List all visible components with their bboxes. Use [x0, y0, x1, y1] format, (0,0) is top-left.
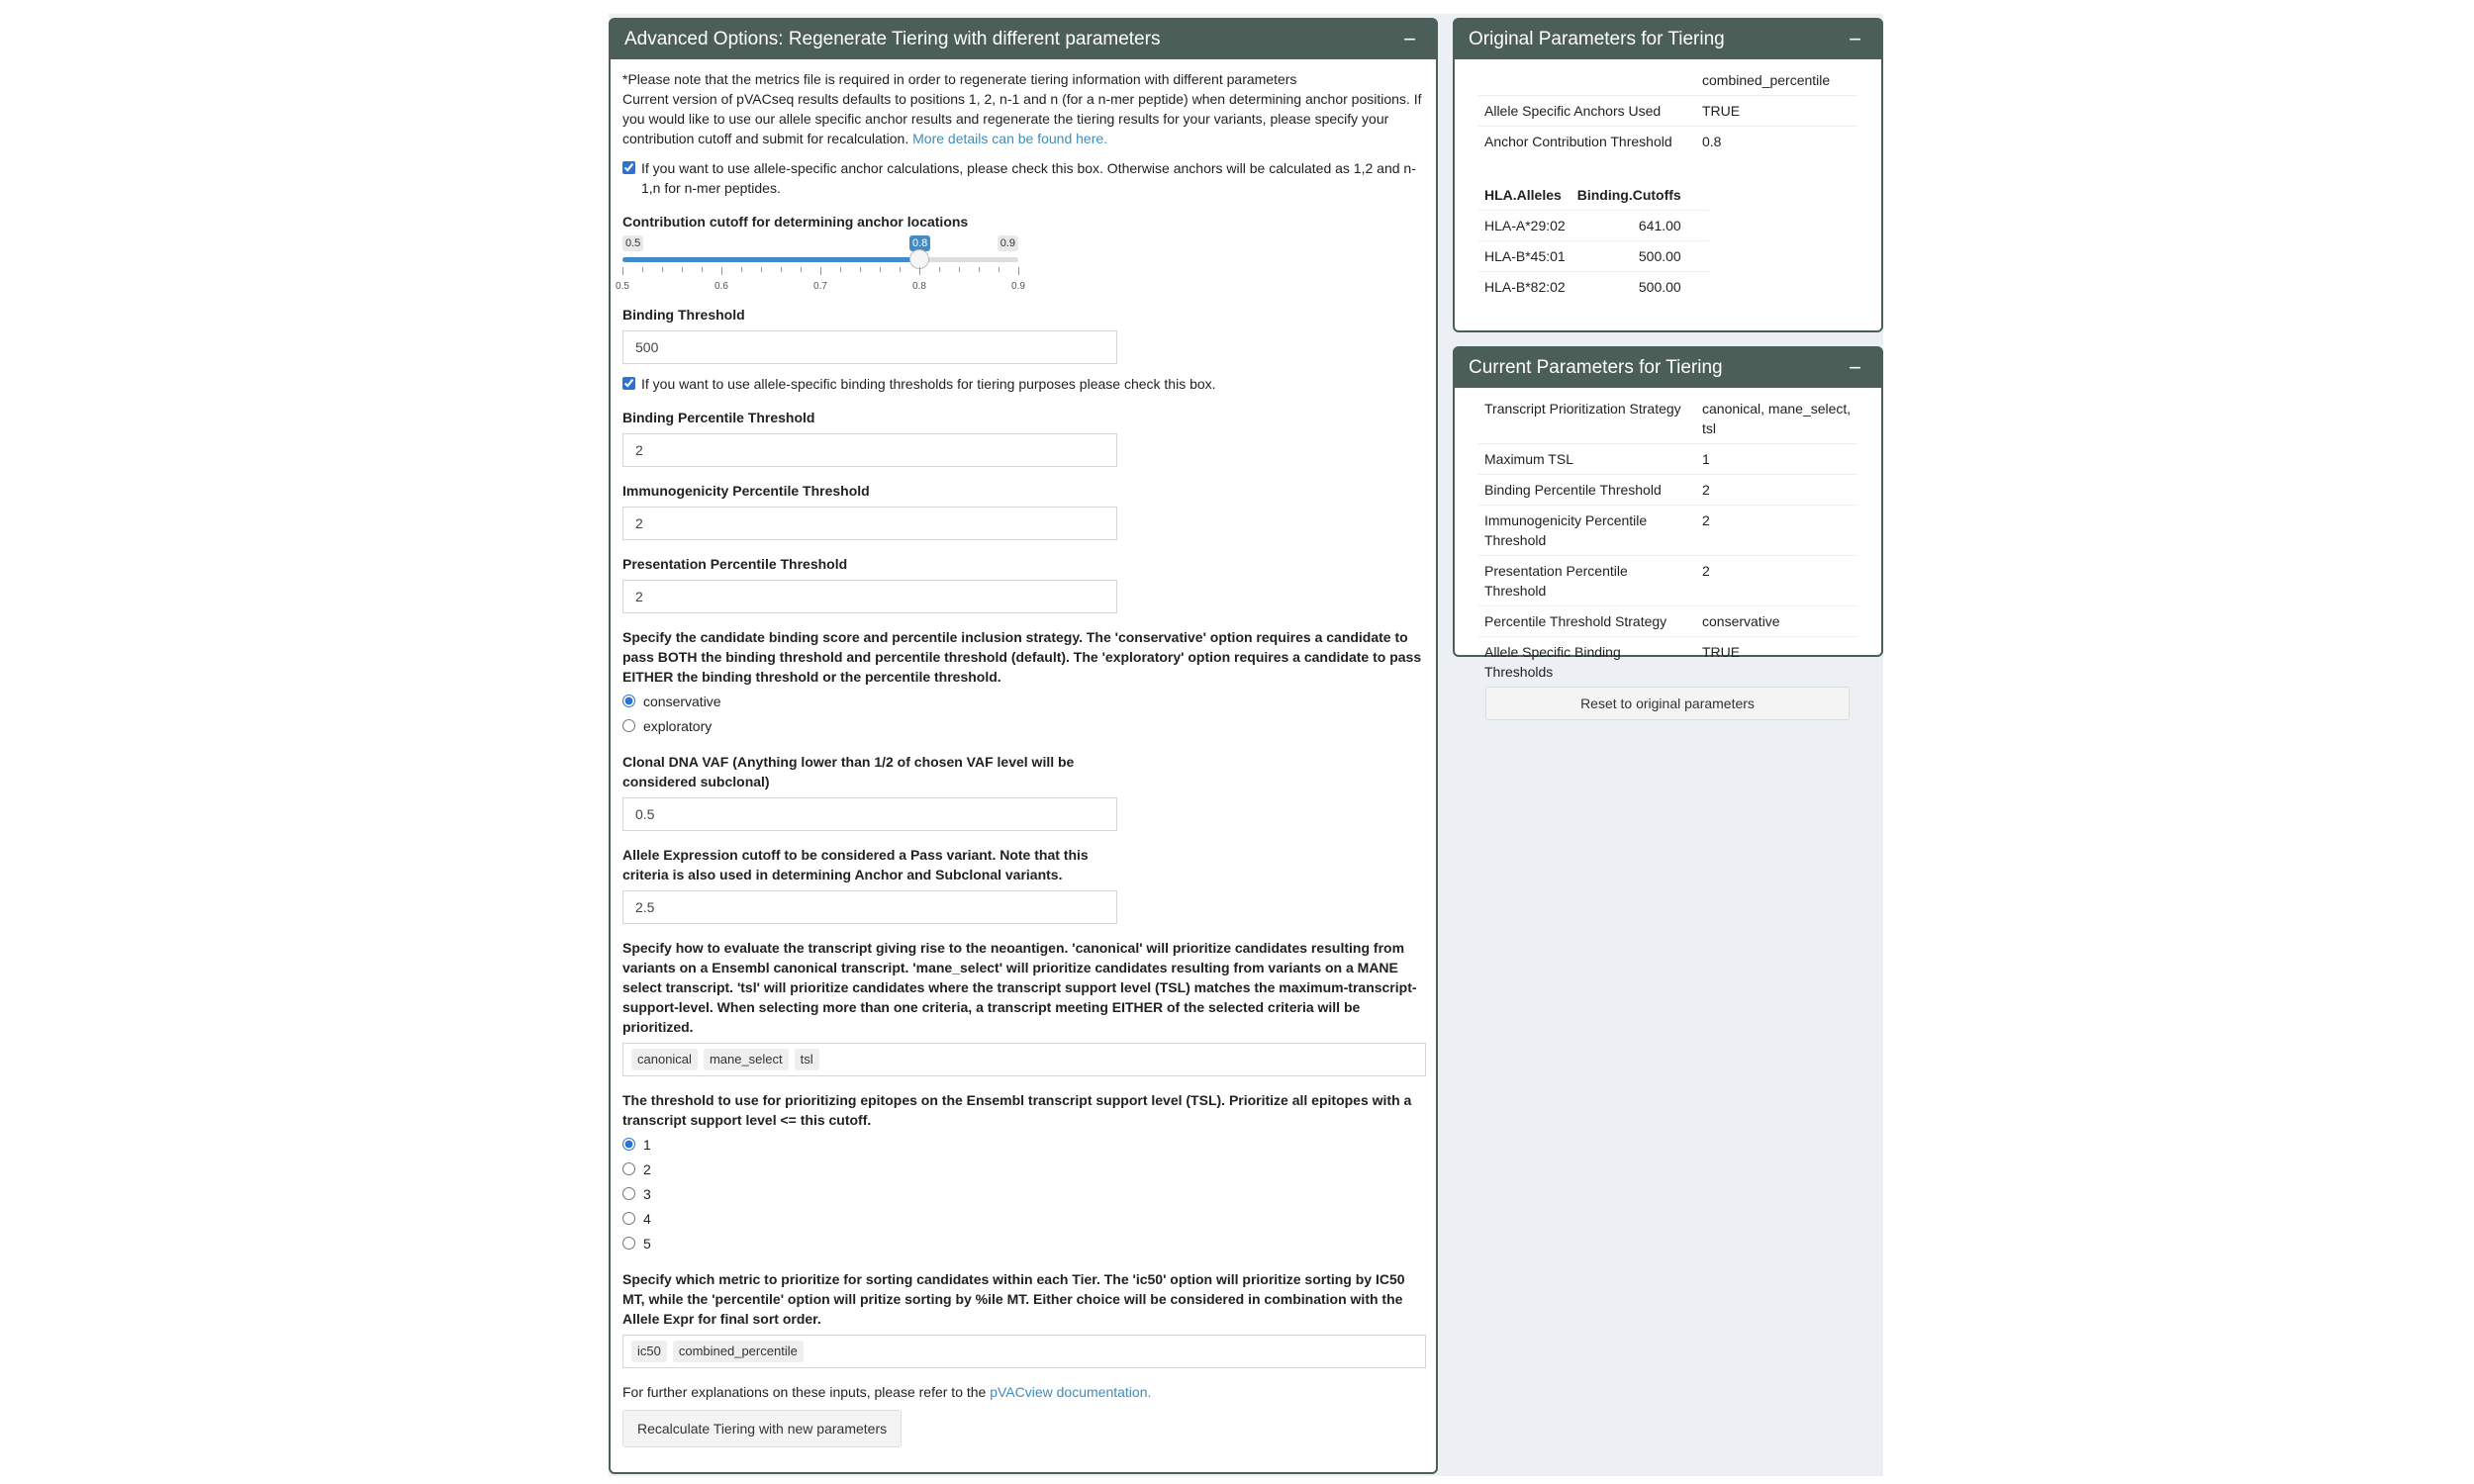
tsl-option-label: 2	[643, 1160, 651, 1177]
dashboard-canvas	[609, 14, 1883, 1476]
param-value: 0.8	[1702, 134, 1722, 149]
allele-anchor-checkbox[interactable]	[622, 161, 635, 174]
tsl-option-label: 5	[643, 1235, 651, 1252]
tsl-threshold-label: The threshold to use for prioritizing epitopes on the Ensembl transcript support level (TSL). Prioritize all epitopes with a transcript support level <= this cutoff.	[622, 1092, 1412, 1128]
reset-parameters-button[interactable]: Reset to original parameters	[1485, 687, 1850, 720]
hla-alleles-header: HLA.Alleles	[1484, 187, 1562, 203]
slider-tick-label: 0.9	[1011, 281, 1025, 292]
transcript-tag[interactable]: tsl	[795, 1049, 819, 1070]
table-row	[1478, 475, 1857, 506]
hla-allele: HLA-B*82:02	[1478, 272, 1571, 303]
contribution-cutoff-slider[interactable]	[616, 235, 1025, 292]
allele-binding-checkbox-row[interactable]	[622, 374, 1424, 394]
pvacview-docs-link[interactable]: pVACview documentation.	[990, 1384, 1152, 1400]
sort-metric-label: Specify which metric to prioritize for sorting candidates within each Tier. The 'ic50' option will prioritize sorting by IC50 MT, while the 'percentile' option will pritize sorting by %ile MT. Either choice will be considered in combination with the Allele Expr for final sort order.	[622, 1271, 1405, 1327]
slider-tick	[741, 267, 742, 272]
table-row	[1478, 394, 1857, 444]
allele-expr-input[interactable]	[622, 890, 1117, 924]
param-value: 2	[1696, 506, 1857, 556]
strategy-option-label: exploratory	[643, 717, 713, 734]
collapse-icon[interactable]: −	[1403, 27, 1416, 51]
allele-anchor-checkbox-row[interactable]	[622, 158, 1424, 198]
original-parameters-panel	[1453, 18, 1883, 332]
table-row	[1478, 127, 1857, 157]
original-params-table	[1478, 65, 1857, 156]
binding-percentile-input[interactable]	[622, 433, 1117, 467]
param-key: Anchor Contribution Threshold	[1484, 134, 1672, 149]
tsl-radio-1[interactable]	[622, 1138, 635, 1151]
immunogenicity-percentile-label: Immunogenicity Percentile Threshold	[622, 483, 870, 499]
slider-tick	[682, 267, 683, 272]
slider-tick	[840, 267, 841, 272]
allele-binding-checkbox-label: If you want to use allele-specific binding thresholds for tiering purposes please check this box.	[641, 376, 1216, 392]
param-value: 2	[1696, 475, 1857, 506]
slider-tick-label: 0.5	[616, 281, 629, 292]
presentation-percentile-label: Presentation Percentile Threshold	[622, 556, 848, 572]
param-key: Maximum TSL	[1478, 444, 1696, 475]
slider-tick	[801, 267, 802, 272]
slider-fill	[622, 257, 919, 262]
param-key	[1478, 65, 1696, 96]
anchor-note: Current version of pVACseq results defaults to positions 1, 2, n-1 and n (for a n-mer peptide) when determining anchor positions. If you would like to use our allele specific anchor results and regenerate the tiering results for your variants, please specify your contribution cutoff and submit for recalculation.	[622, 91, 1422, 146]
param-key: Allele Specific Anchors Used	[1478, 96, 1696, 127]
hla-cutoffs-table	[1478, 180, 1709, 302]
param-value: TRUE	[1702, 644, 1741, 660]
recalculate-button[interactable]: Recalculate Tiering with new parameters	[622, 1410, 902, 1447]
slider-tick-label: 0.6	[714, 281, 728, 292]
allele-expr-label: Allele Expression cutoff to be considered a Pass variant. Note that this criteria is also used in determining Anchor and Subclonal variants.	[622, 847, 1089, 882]
strategy-option-conservative[interactable]	[622, 689, 1424, 713]
binding-cutoffs-header: Binding.Cutoffs	[1576, 187, 1681, 203]
slider-tick	[979, 267, 980, 272]
current-params-scroll[interactable]	[1455, 388, 1881, 680]
tsl-radio-4[interactable]	[622, 1212, 635, 1225]
binding-cutoff: 500.00	[1571, 272, 1709, 303]
slider-handle[interactable]	[909, 249, 929, 269]
table-row	[1478, 211, 1709, 241]
slider-tick	[781, 267, 782, 272]
slider-tick	[761, 267, 762, 272]
param-value: conservative	[1696, 606, 1857, 637]
clonal-vaf-label: Clonal DNA VAF (Anything lower than 1/2 of chosen VAF level will be considered subclonal)	[622, 754, 1075, 789]
slider-tick	[880, 267, 881, 272]
collapse-icon[interactable]: −	[1849, 355, 1861, 380]
tsl-option-3[interactable]	[622, 1181, 1424, 1206]
param-key: Transcript Prioritization Strategy	[1478, 394, 1696, 444]
slider-tick	[1018, 267, 1019, 275]
binding-threshold-label: Binding Threshold	[622, 307, 745, 323]
metrics-note: *Please note that the metrics file is required in order to regenerate tiering information with different parameters	[622, 71, 1297, 87]
tsl-option-5[interactable]	[622, 1231, 1424, 1255]
tsl-option-label: 3	[643, 1185, 651, 1202]
tsl-radio-2[interactable]	[622, 1162, 635, 1175]
slider-tick	[721, 267, 722, 275]
tsl-option-2[interactable]	[622, 1157, 1424, 1181]
tsl-radio-3[interactable]	[622, 1187, 635, 1200]
tsl-radio-5[interactable]	[622, 1237, 635, 1250]
current-params-table	[1478, 394, 1857, 687]
table-row	[1478, 606, 1857, 637]
sort-tag[interactable]: ic50	[631, 1341, 667, 1362]
strategy-option-exploratory[interactable]	[622, 713, 1424, 738]
clonal-vaf-input[interactable]	[622, 797, 1117, 831]
slider-tick	[900, 267, 901, 272]
strategy-option-label: conservative	[643, 693, 721, 709]
param-key: Percentile Threshold Strategy	[1478, 606, 1696, 637]
table-header-row	[1478, 180, 1709, 211]
tsl-option-label: 4	[643, 1210, 651, 1227]
collapse-icon[interactable]: −	[1849, 27, 1861, 51]
param-value: combined_percentile	[1696, 65, 1857, 96]
tiering-note	[622, 69, 1424, 148]
slider-tick-label: 0.7	[813, 281, 827, 292]
contribution-cutoff-label: Contribution cutoff for determining anchor locations	[622, 214, 969, 230]
allele-binding-checkbox[interactable]	[622, 377, 635, 390]
table-row	[1478, 444, 1857, 475]
binding-percentile-label: Binding Percentile Threshold	[622, 410, 815, 425]
param-key: Immunogenicity Percentile Threshold	[1478, 506, 1696, 556]
param-value: 1	[1696, 444, 1857, 475]
slider-tick	[702, 267, 703, 272]
slider-tick	[820, 267, 821, 275]
slider-tick	[939, 267, 940, 272]
slider-tick-label: 0.8	[912, 281, 926, 292]
table-row	[1478, 241, 1709, 272]
transcript-tag[interactable]: canonical	[631, 1049, 698, 1070]
binding-threshold-input[interactable]	[622, 330, 1117, 364]
sort-tag[interactable]: combined_percentile	[673, 1341, 804, 1362]
slider-max-label: 0.9	[998, 235, 1018, 251]
advanced-options-panel	[609, 18, 1438, 1474]
param-value: TRUE	[1696, 96, 1857, 127]
original-parameters-title: Original Parameters for Tiering	[1469, 29, 1725, 49]
binding-cutoff: 500.00	[1571, 241, 1709, 272]
sort-metric-select[interactable]	[622, 1335, 1426, 1368]
tsl-option-4[interactable]	[622, 1206, 1424, 1231]
slider-tick	[642, 267, 643, 272]
current-parameters-title: Current Parameters for Tiering	[1469, 357, 1723, 378]
more-details-link[interactable]: More details can be found here.	[912, 131, 1108, 146]
further-explanations	[622, 1382, 1424, 1402]
slider-tick	[622, 267, 623, 275]
immunogenicity-percentile-input[interactable]	[622, 507, 1117, 540]
param-value: 2	[1696, 556, 1857, 606]
current-parameters-header	[1455, 348, 1881, 388]
param-key: Binding Percentile Threshold	[1478, 475, 1696, 506]
hla-allele: HLA-A*29:02	[1478, 211, 1571, 241]
slider-value-label: 0.8	[909, 235, 930, 251]
original-parameters-header	[1455, 20, 1881, 59]
hla-allele: HLA-B*45:01	[1478, 241, 1571, 272]
further-text: For further explanations on these inputs, please refer to the	[622, 1384, 991, 1400]
advanced-options-title: Advanced Options: Regenerate Tiering with different parameters	[624, 29, 1161, 49]
tsl-option-1[interactable]	[622, 1132, 1424, 1157]
transcript-tag[interactable]: mane_select	[704, 1049, 789, 1070]
binding-cutoff: 641.00	[1571, 211, 1709, 241]
table-row	[1478, 65, 1857, 96]
presentation-percentile-input[interactable]	[622, 580, 1117, 613]
current-parameters-panel	[1453, 346, 1883, 680]
slider-tick	[959, 267, 960, 272]
slider-min-label: 0.5	[622, 235, 643, 251]
strategy-label: Specify the candidate binding score and percentile inclusion strategy. The 'conservative' option requires a candidate to pass BOTH the binding threshold and percentile threshold (default). The 'exploratory' option requires a candidate to pass EITHER the binding threshold or the percentile threshold.	[622, 629, 1422, 685]
table-row	[1478, 96, 1857, 127]
tsl-option-label: 1	[643, 1136, 651, 1153]
slider-tick	[919, 267, 920, 275]
param-key: Presentation Percentile Threshold	[1478, 556, 1696, 606]
slider-tick	[860, 267, 861, 272]
advanced-options-header	[611, 20, 1436, 59]
strategy-radio-exploratory[interactable]	[622, 719, 635, 732]
table-row	[1478, 556, 1857, 606]
param-value: canonical, mane_select, tsl	[1696, 394, 1857, 444]
table-row	[1478, 506, 1857, 556]
strategy-radio-conservative[interactable]	[622, 695, 635, 707]
transcript-strategy-label: Specify how to evaluate the transcript giving rise to the neoantigen. 'canonical' will prioritize candidates resulting from variants on a Ensembl canonical transcript. 'mane_select' will prioritize candidates resulting from variants on a MANE select transcript. 'tsl' will prioritize candidates where the transcript support level (TSL) matches the maximum-transcript-support-level. When selecting more than one criteria, a transcript meeting EITHER of the selected criteria will be prioritized.	[622, 940, 1417, 1035]
slider-tick	[662, 267, 663, 272]
transcript-strategy-select[interactable]	[622, 1043, 1426, 1076]
allele-anchor-checkbox-label: If you want to use allele-specific anchor calculations, please check this box. Otherwise anchors will be calculated as 1,2 and n-1,n for n-mer peptides.	[641, 160, 1416, 196]
param-key: Allele Specific Binding Thresholds	[1484, 644, 1621, 680]
table-row	[1478, 272, 1709, 303]
table-row	[1478, 637, 1857, 688]
